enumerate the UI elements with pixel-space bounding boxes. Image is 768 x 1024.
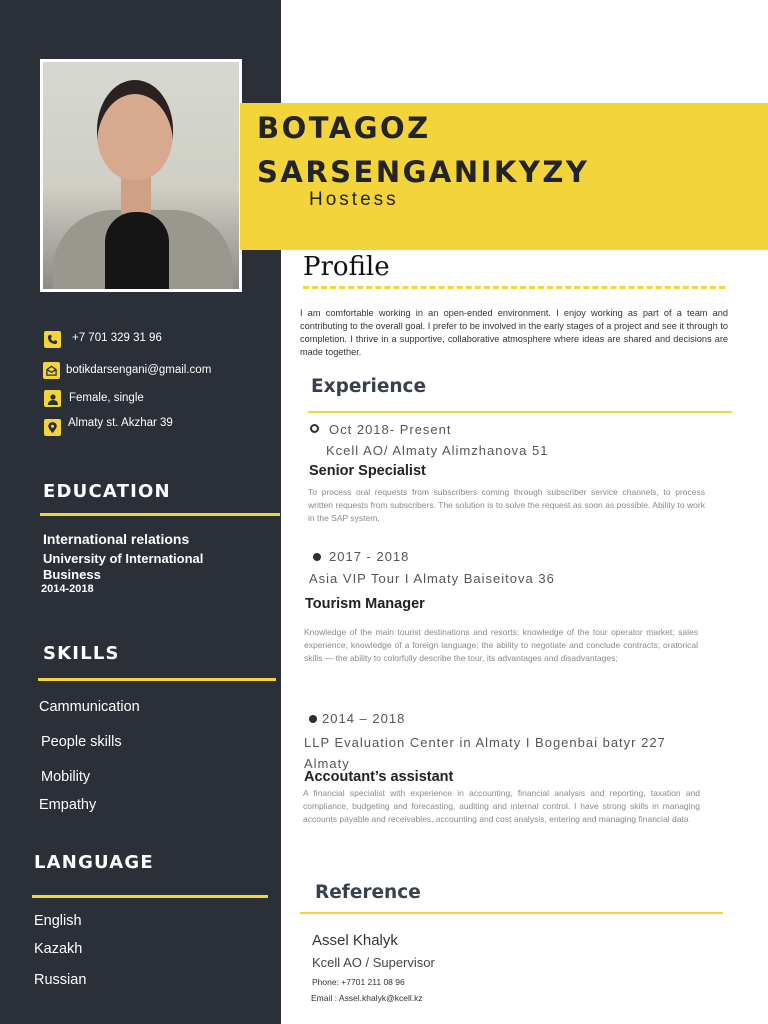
skills-heading: SKILLS [43, 643, 120, 664]
timeline-bullet [310, 424, 319, 433]
last-name: SARSENGANIKYZY [257, 155, 590, 189]
experience-heading: Experience [311, 376, 427, 397]
job-dates: Oct 2018- Present [329, 422, 452, 437]
job-title: Hostess [309, 189, 399, 210]
job-dates: 2017 - 2018 [329, 549, 410, 564]
profile-divider [303, 286, 725, 289]
reference-heading: Reference [315, 882, 421, 903]
language-item: Russian [34, 972, 87, 988]
job-description: To process oral requests from subscribers coming through subscriber service channels, to process written requests from subscribers. The solution is to solve the request as soon as possible. Ability to work in the SAP system, [308, 487, 705, 523]
job-company: Asia VIP Tour I Almaty Baiseitova 36 [309, 571, 555, 586]
skills-divider [38, 678, 276, 681]
phone-number: +7 701 329 31 96 [72, 332, 162, 344]
skill-item: Empathy [39, 797, 97, 813]
job-company: Kcell AO/ Almaty Alimzhanova 51 [326, 443, 549, 458]
reference-divider [300, 912, 723, 914]
phone-icon [44, 331, 61, 348]
language-item: English [34, 913, 82, 929]
email-icon [43, 362, 60, 379]
skill-item: Cammunication [39, 699, 140, 715]
profile-summary: I am comfortable working in an open-ended environment. I enjoy working as part of a team and contributing to the overall goal. I prefer to be involved in the early stages of a project and see it through to completion. I thrive in a supportive, collaborative atmosphere where ideas are shared and decisions are made together. [300, 308, 728, 357]
reference-role: Kcell AO / Supervisor [312, 955, 435, 970]
education-school-line2: Business [43, 567, 101, 582]
language-heading: LANGUAGE [34, 852, 154, 873]
language-item: Kazakh [34, 941, 83, 957]
education-divider [40, 513, 280, 516]
job-role: Tourism Manager [305, 596, 425, 612]
person-icon [44, 390, 61, 407]
job-role: Accoutant’s assistant [304, 769, 454, 785]
skill-item: People skills [41, 734, 122, 750]
location-pin-icon [44, 419, 61, 436]
language-divider [32, 895, 268, 898]
email-address: botikdarsengani@gmail.com [66, 364, 212, 376]
reference-phone: Phone: +7701 211 08 96 [312, 977, 405, 987]
profile-photo-frame [40, 59, 242, 292]
job-role: Senior Specialist [309, 463, 426, 479]
reference-name: Assel Khalyk [312, 932, 398, 949]
job-dates: 2014 – 2018 [322, 711, 406, 726]
job-company: LLP Evaluation Center in Almaty I Bogenbai batyr 227 Almaty [304, 735, 666, 771]
job-description: Knowledge of the main tourist destinations and resorts; knowledge of the tour operator market; sales experience; knowledge of a foreign language; the ability to negotiate and conclude contracts; oratorical skills — the ability to colorfully describe the tour, its advantages and disadvantages; [304, 627, 698, 663]
education-degree: International relations [43, 531, 190, 547]
timeline-bullet [309, 715, 317, 723]
first-name: BOTAGOZ [257, 111, 431, 145]
education-school-line1: University of International [43, 551, 204, 566]
experience-divider [308, 411, 732, 413]
profile-photo [43, 62, 239, 289]
profile-heading: Profile [303, 252, 390, 282]
skill-item: Mobility [41, 769, 91, 785]
home-address: Almaty st. Akzhar 39 [68, 417, 173, 429]
timeline-bullet [313, 553, 321, 561]
reference-email: Email : Assel.khalyk@kcell.kz [311, 993, 423, 1003]
personal-status: Female, single [69, 392, 144, 404]
education-years: 2014-2018 [41, 583, 94, 595]
job-description: A financial specialist with experience in accounting, financial analysis and reporting, taxation and compliance, budgeting and forecasting, auditing and internal control. I have strong skills in managing accounts payable and receivables, accounting and cost analysis, entering and managing financial data [303, 788, 700, 824]
education-heading: EDUCATION [43, 481, 171, 502]
